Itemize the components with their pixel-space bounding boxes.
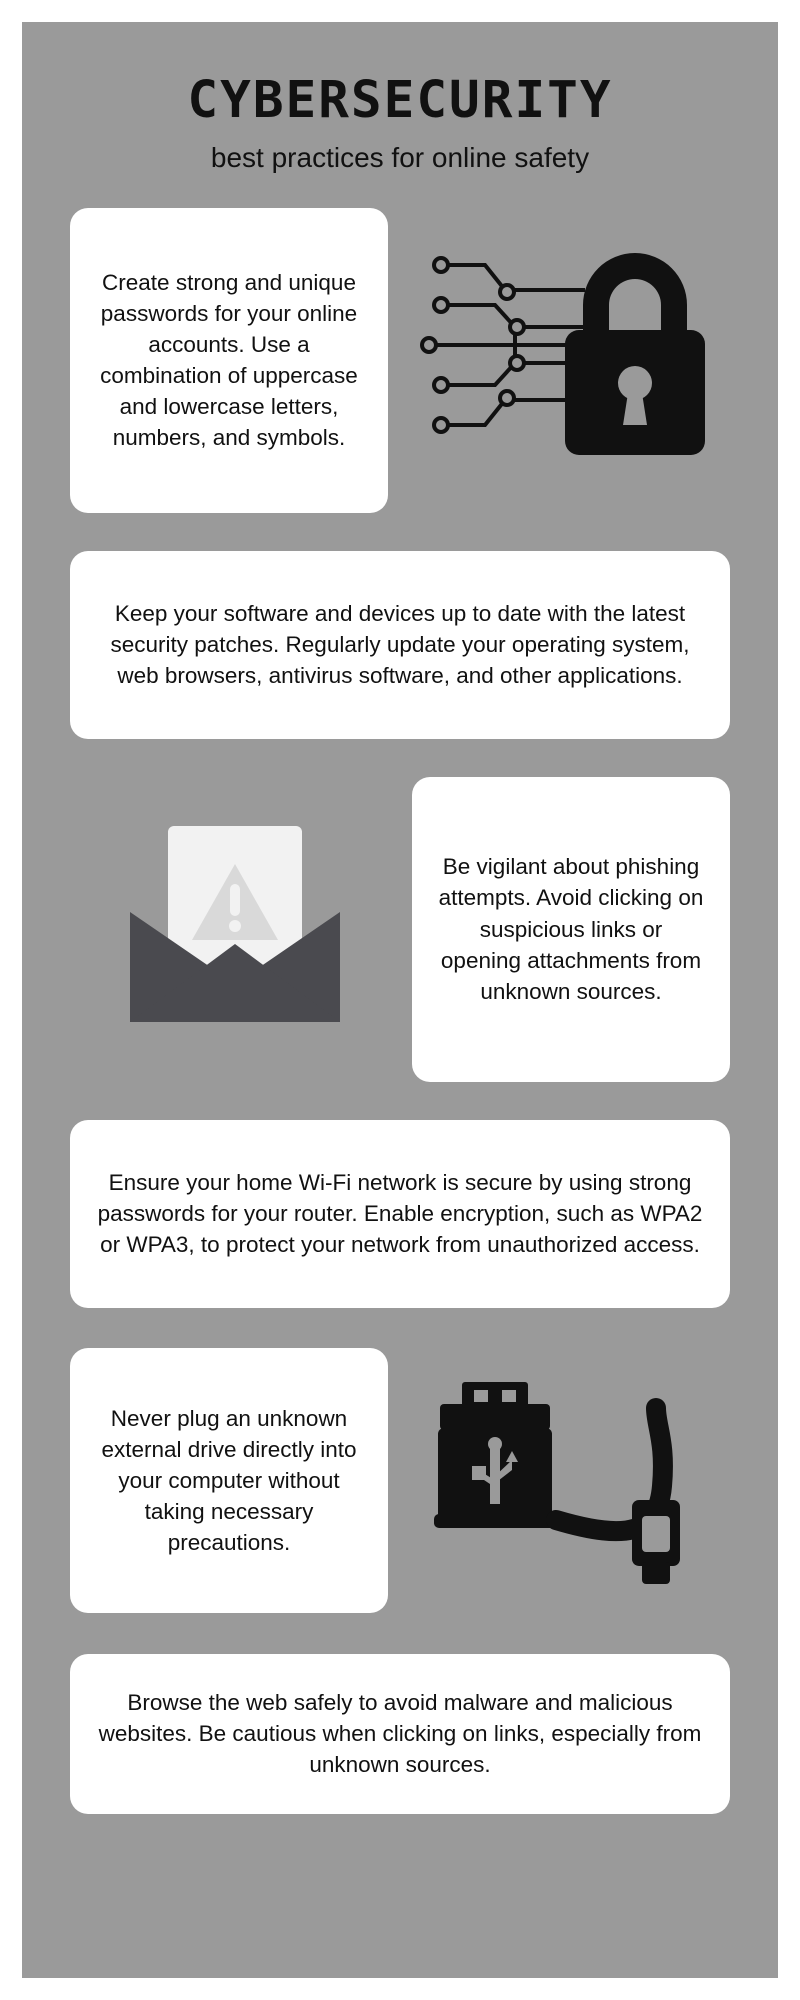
tip-row-phishing bbox=[22, 777, 778, 1082]
tip-text: Never plug an unknown external drive directly into your computer without taking necessary precautions. bbox=[101, 1405, 357, 1556]
tip-card bbox=[70, 1654, 730, 1814]
tip-text: Ensure your home Wi-Fi network is secure by using strong passwords for your router. Enable encryption, such as WPA2 or WPA3, to protect your network from unauthorized access. bbox=[97, 1169, 703, 1258]
tip-text: Keep your software and devices up to date with the latest security patches. Regularly update your operating system, web browsers, antivirus software, and other applications. bbox=[110, 600, 690, 689]
tip-text: Be vigilant about phishing attempts. Avoid clicking on suspicious links or opening attachments from unknown sources. bbox=[438, 854, 704, 1004]
tip-card bbox=[70, 1348, 388, 1613]
tips-list bbox=[22, 208, 778, 1814]
poster-header bbox=[22, 22, 778, 174]
tip-card bbox=[70, 1120, 730, 1308]
tip-row-safe-browsing bbox=[22, 1654, 778, 1814]
padlock-circuit-icon bbox=[400, 235, 730, 485]
tip-card bbox=[412, 777, 730, 1082]
tip-row-wifi bbox=[22, 1120, 778, 1308]
tip-text: Create strong and unique passwords for your online accounts. Use a combination of uppercase and lowercase letters, numbers, and symbols. bbox=[100, 269, 358, 451]
tip-card bbox=[70, 551, 730, 739]
tip-row-usb-drive bbox=[22, 1346, 778, 1616]
email-warning-icon bbox=[70, 804, 400, 1054]
page-subtitle: best practices for online safety bbox=[210, 141, 590, 173]
page-title: CYBERSECURITY bbox=[187, 71, 613, 130]
tip-text: Browse the web safely to avoid malware and malicious websites. Be cautious when clicking on links, especially from unknown sources. bbox=[98, 1689, 702, 1778]
tip-row-updates bbox=[22, 551, 778, 739]
tip-card bbox=[70, 208, 388, 513]
infographic-poster bbox=[22, 22, 778, 1978]
tip-row-passwords bbox=[22, 208, 778, 513]
usb-cable-icon bbox=[400, 1346, 730, 1616]
